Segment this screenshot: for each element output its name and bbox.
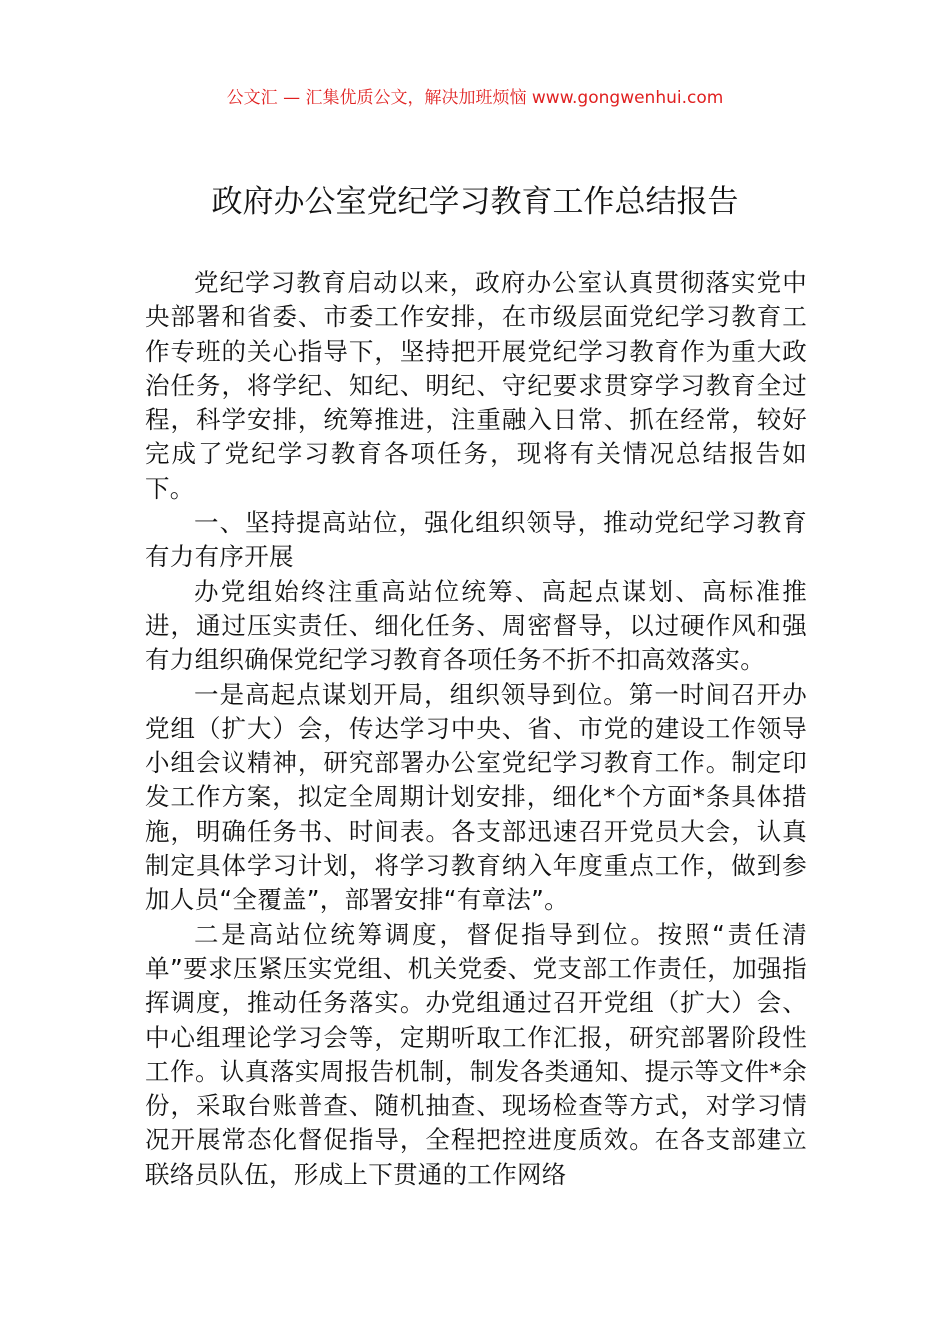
document-title: 政府办公室党纪学习教育工作总结报告 <box>211 184 739 220</box>
paragraph-point-1: 一是高起点谋划开局，组织领导到位。第一时间召开办党组（扩大）会，传达学习中央、省、市党的建设工作领导小组会议精神，研究部署办公室党纪学习教育工作。制定印发工作方案，拟定全周期计划安排，细化*个方面*条具体措施，明确任务书、时间表。各支部迅速召开党员大会，认真制定具体学习计划，将学习教育纳入年度重点工作，做到参加人员“全覆盖”，部署安排“有章法”。 <box>145 679 807 915</box>
document-body <box>145 266 807 1192</box>
header-banner: 公文汇 — 汇集优质公文，解决加班烦恼 www.gongwenhui.com <box>226 88 724 108</box>
section-heading-1: 一、坚持提高站位，强化组织领导，推动党纪学习教育有力有序开展 <box>145 508 807 572</box>
paragraph-point-2: 二是高站位统筹调度，督促指导到位。按照“责任清单”要求压紧压实党组、机关党委、党支部工作责任，加强指挥调度，推动任务落实。办党组通过召开党组（扩大）会、中心组理论学习会等，定期听取工作汇报，研究部署阶段性工作。认真落实周报告机制，制发各类通知、提示等文件*余份，采取台账普查、随机抽查、现场检查等方式，对学习情况开展常态化督促指导，全程把控进度质效。在各支部建立联络员队伍，形成上下贯通的工作网络 <box>145 919 807 1189</box>
paragraph-intro: 党纪学习教育启动以来，政府办公室认真贯彻落实党中央部署和省委、市委工作安排，在市级层面党纪学习教育工作专班的关心指导下，坚持把开展党纪学习教育作为重大政治任务，将学纪、知纪、明纪、守纪要求贯穿学习教育全过程，科学安排，统筹推进，注重融入日常、抓在经常，较好完成了党纪学习教育各项任务，现将有关情况总结报告如下。 <box>145 268 807 503</box>
paragraph-section-1-summary: 办党组始终注重高站位统筹、高起点谋划、高标准推进，通过压实责任、细化任务、周密督导，以过硬作风和强有力组织确保党纪学习教育各项任务不折不扣高效落实。 <box>145 576 807 675</box>
